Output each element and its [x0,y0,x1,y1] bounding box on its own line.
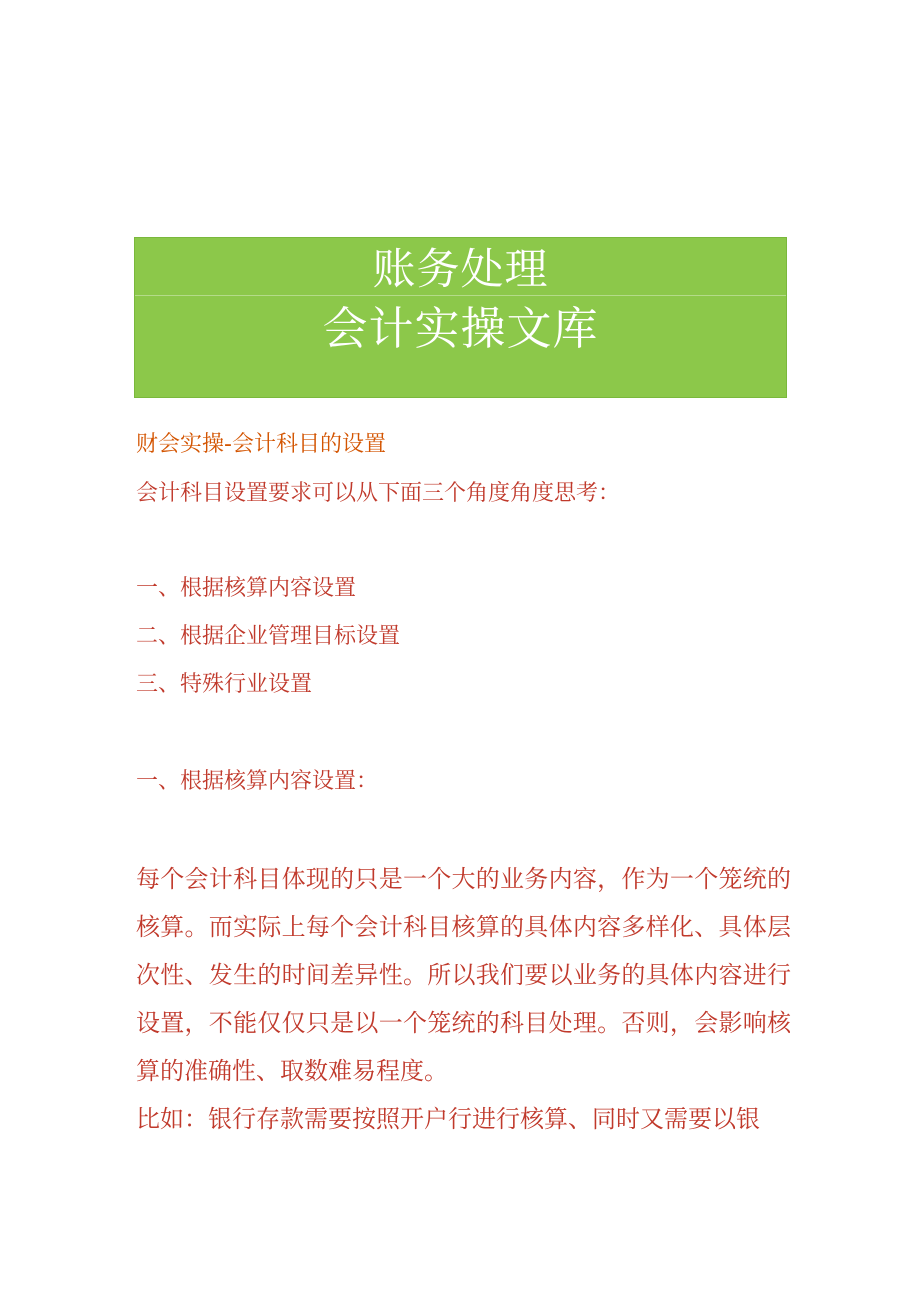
article-heading: 财会实操-会计科目的设置 [136,432,386,457]
list-item: 二、根据企业管理目标设置 [136,624,401,649]
list-item: 一、根据核算内容设置 [136,576,357,601]
banner-divider [135,295,786,296]
section-heading: 一、根据核算内容设置： [136,769,379,794]
banner-subtitle: 会计实操文库 [322,302,599,355]
title-banner [134,237,787,398]
article-intro: 会计科目设置要求可以从下面三个角度角度思考： [136,481,621,506]
banner-title: 账务处理 [372,245,549,295]
list-item: 三、特殊行业设置 [136,672,313,697]
body-paragraph: 每个会计科目体现的只是一个大的业务内容，作为一个笼统的核算。而实际上每个会计科目核算的具体内容多样化、具体层次性、发生的时间差异性。所以我们要以业务的具体内容进行设置，不能仅仅只是以一个笼统的科目处理。否则，会影响核算的准确性、取数难易程度。 [136,865,791,1085]
example-line: 比如：银行存款需要按照开户行进行核算、同时又需要以银 [136,1105,760,1133]
